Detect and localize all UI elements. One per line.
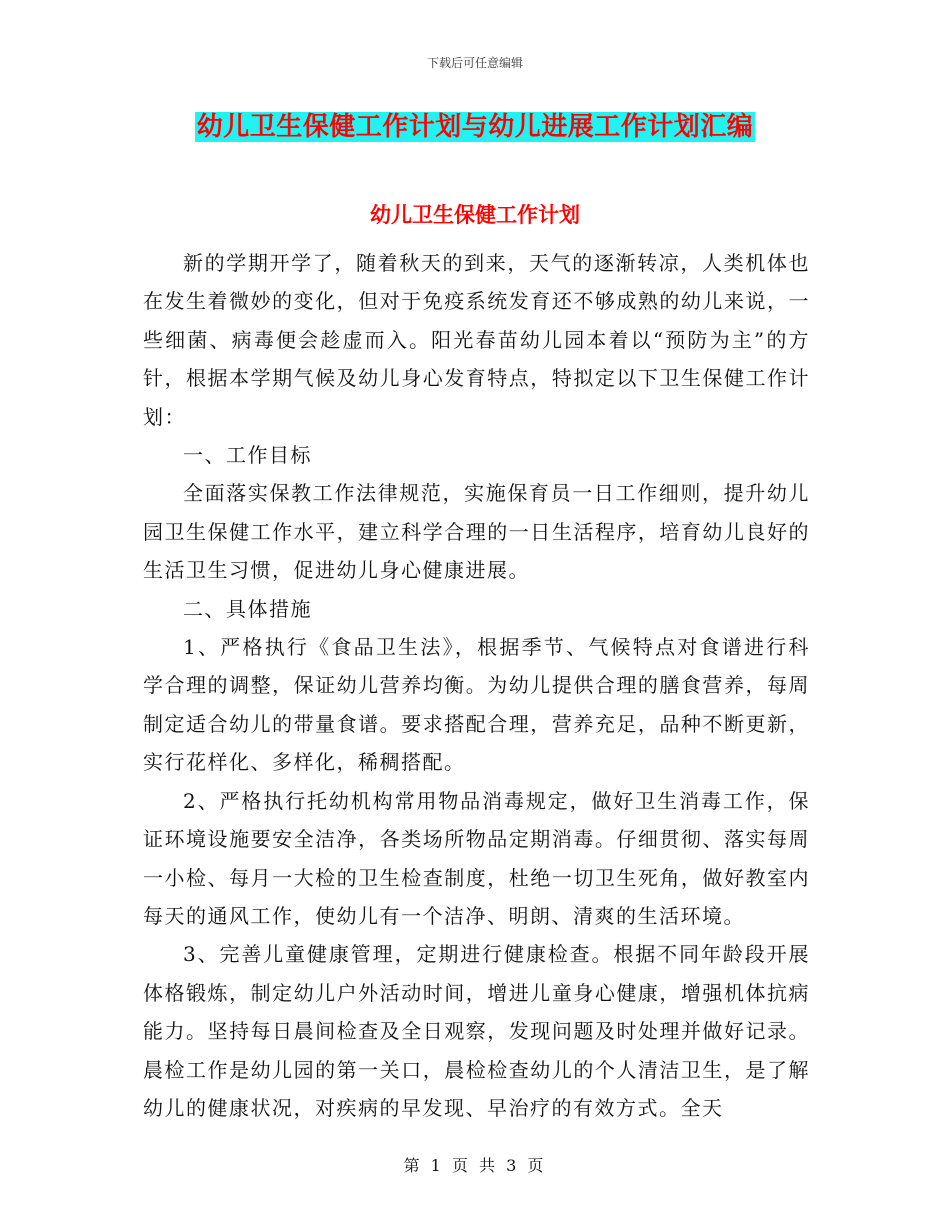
heading-measures: 二、具体措施 [183, 596, 312, 621]
document-title [0, 110, 950, 144]
heading-goals: 一、工作目标 [183, 443, 312, 468]
header-note: 下载后可任意编辑 [426, 56, 523, 70]
page-number-footer: 第 1 页 共 3 页 [403, 1156, 547, 1175]
goals-paragraph: 全面落实保教工作法律规范，实施保育员一日工作细则，提升幼儿园卫生保健工作水平，建立科学合理的一日生活程序，培育幼儿良好的生活卫生习惯，促进幼儿身心健康进展。 [143, 481, 810, 583]
measure-1-paragraph: 1、严格执行《食品卫生法》，根据季节、气候特点对食谱进行科学合理的调整，保证幼儿营养均衡。为幼儿提供合理的膳食营养，每周制定适合幼儿的带量食谱。要求搭配合理，营养充足，品种不断更新，实行花样化、多样化，稀稠搭配。 [143, 635, 810, 775]
measure-3-paragraph: 3、完善儿童健康管理，定期进行健康检查。根据不同年龄段开展体格锻炼，制定幼儿户外活动时间，增进儿童身心健康，增强机体抗病能力。坚持每日晨间检查及全日观察，发现问题及时处理并做好记录。晨检工作是幼儿园的第一关口，晨检检查幼儿的个人清洁卫生，是了解幼儿的健康状况，对疾病的早发现、早治疗的有效方式。全天 [143, 942, 810, 1120]
document-title-text: 幼儿卫生保健工作计划与幼儿进展工作计划汇编 [196, 112, 754, 142]
measure-2-paragraph: 2、严格执行托幼机构常用物品消毒规定，做好卫生消毒工作，保证环境设施要安全洁净，各类场所物品定期消毒。仔细贯彻、落实每周一小检、每月一大检的卫生检查制度，杜绝一切卫生死角，做好教室内每天的通风工作，使幼儿有一个洁净、明朗、清爽的生活环境。 [143, 788, 810, 928]
intro-paragraph: 新的学期开学了，随着秋天的到来，天气的逐渐转凉，人类机体也在发生着微妙的变化，但对于免疫系统发育还不够成熟的幼儿来说，一些细菌、病毒便会趁虚而入。阳光春苗幼儿园本着以“预防为主”的方针，根据本学期气候及幼儿身心发育特点，特拟定以下卫生保健工作计划： [143, 251, 810, 429]
document-body [143, 244, 810, 1127]
section-title: 幼儿卫生保健工作计划 [370, 202, 580, 227]
